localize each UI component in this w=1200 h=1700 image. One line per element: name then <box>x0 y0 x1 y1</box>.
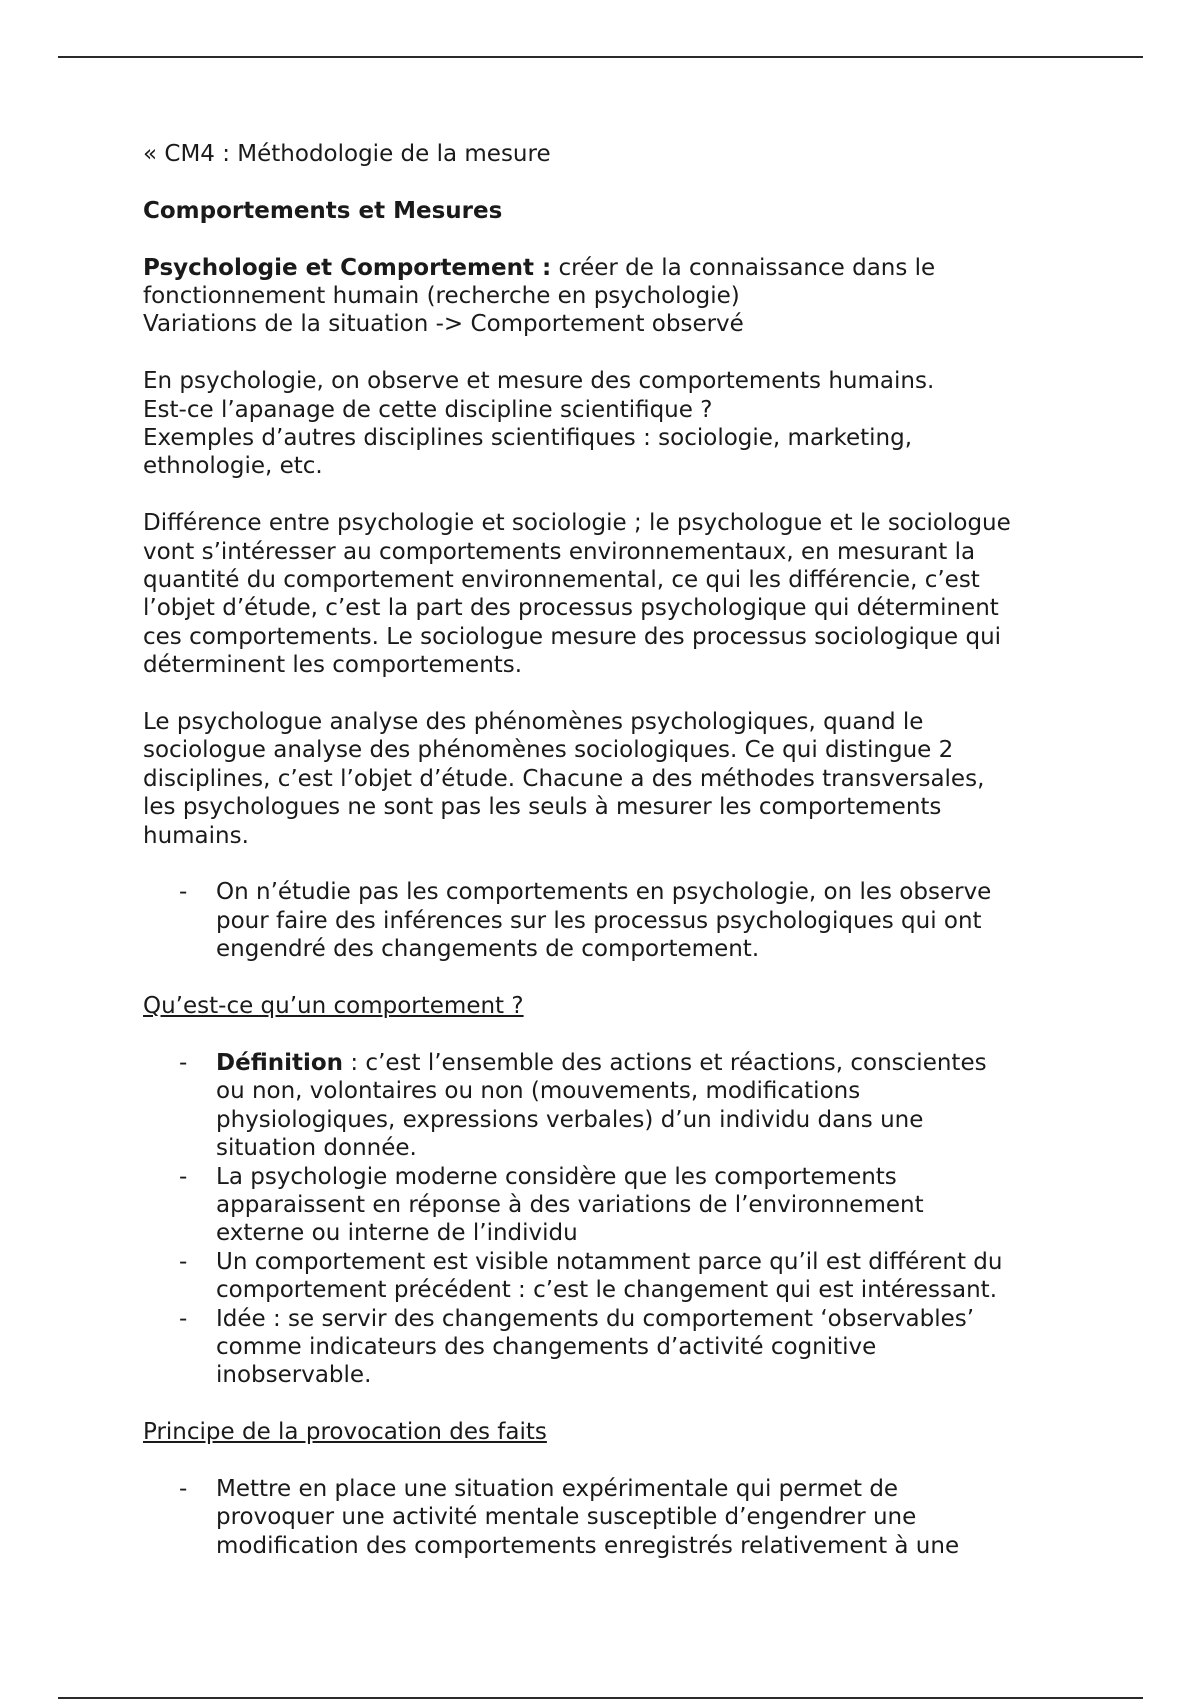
section-heading-provocation: Principe de la provocation des faits <box>143 1419 547 1446</box>
bullet-dash: - <box>179 1163 188 1190</box>
bullet-list-1 <box>143 878 1083 963</box>
section-heading-comportement: Qu’est-ce qu’un comportement ? <box>143 993 524 1020</box>
paragraph-difference: Différence entre psychologie et sociologie ; le psychologue et le sociologue vont s’intéresser au comportements environnementaux, en mesurant la quantité du comportement environnemental, ce qui les différencie, c’est l’objet d’étude, c’est la part des processus psychologique qui déterminent ces comportements. Le sociologue mesure des processus sociologique qui déterminent les comportements. <box>143 510 1011 679</box>
list-item: - On n’étudie pas les comportements en psychologie, on les observe pour faire des inférences sur les processus psychologiques qui ont engendré des changements de comportement. <box>179 879 992 963</box>
paragraph-observation: En psychologie, on observe et mesure des comportements humains. Est-ce l’apanage de cette discipline scientifique ? Exemples d’autres disciplines scientifiques : sociologie, marketing, ethnologie, etc. <box>143 368 935 480</box>
document-page <box>143 140 1083 1560</box>
list-item: - La psychologie moderne considère que les comportements apparaissent en réponse à des variations de l’environnement externe ou interne de l’individu <box>179 1163 924 1247</box>
definition-label: Définition <box>216 1049 344 1076</box>
bullet-dash: - <box>179 1049 188 1076</box>
bullet-list-2 <box>143 1049 1083 1390</box>
bullet-list-3 <box>143 1475 1083 1560</box>
list-item: - Un comportement est visible notamment parce qu’il est différent du comportement précédent : c’est le changement qui est intéressant. <box>179 1248 1003 1304</box>
bullet-dash: - <box>179 879 188 906</box>
list-item: - Définition : c’est l’ensemble des actions et réactions, conscientes ou non, volontaires ou non (mouvements, modifications physiologiques, expressions verbales) d’un individu dans une situation donnée. <box>179 1049 987 1162</box>
paragraph-label: Psychologie et Comportement : <box>143 254 552 281</box>
bullet-dash: - <box>179 1475 188 1502</box>
page-title: Comportements et Mesures <box>143 197 503 224</box>
bullet-dash: - <box>179 1305 188 1332</box>
top-rule <box>58 56 1143 58</box>
paragraph-psychologie-comportement: Psychologie et Comportement : créer de la connaissance dans le fonctionnement humain (recherche en psychologie) Variations de la situation -> Comportement observé <box>143 254 936 338</box>
header-line: « CM4 : Méthodologie de la mesure <box>143 141 551 167</box>
list-item: - Mettre en place une situation expérimentale qui permet de provoquer une activité mentale susceptible d’engendrer une modification des comportements enregistrés relativement à une <box>179 1475 960 1559</box>
paragraph-analyse: Le psychologue analyse des phénomènes psychologiques, quand le sociologue analyse des phénomènes sociologiques. Ce qui distingue 2 disciplines, c’est l’objet d’étude. Chacune a des méthodes transversales, les psychologues ne sont pas les seuls à mesurer les comportements humains. <box>143 709 985 849</box>
list-item: - Idée : se servir des changements du comportement ‘observables’ comme indicateurs des changements d’activité cognitive inobservable. <box>179 1305 975 1389</box>
bullet-dash: - <box>179 1248 188 1275</box>
bottom-rule <box>58 1697 1143 1699</box>
